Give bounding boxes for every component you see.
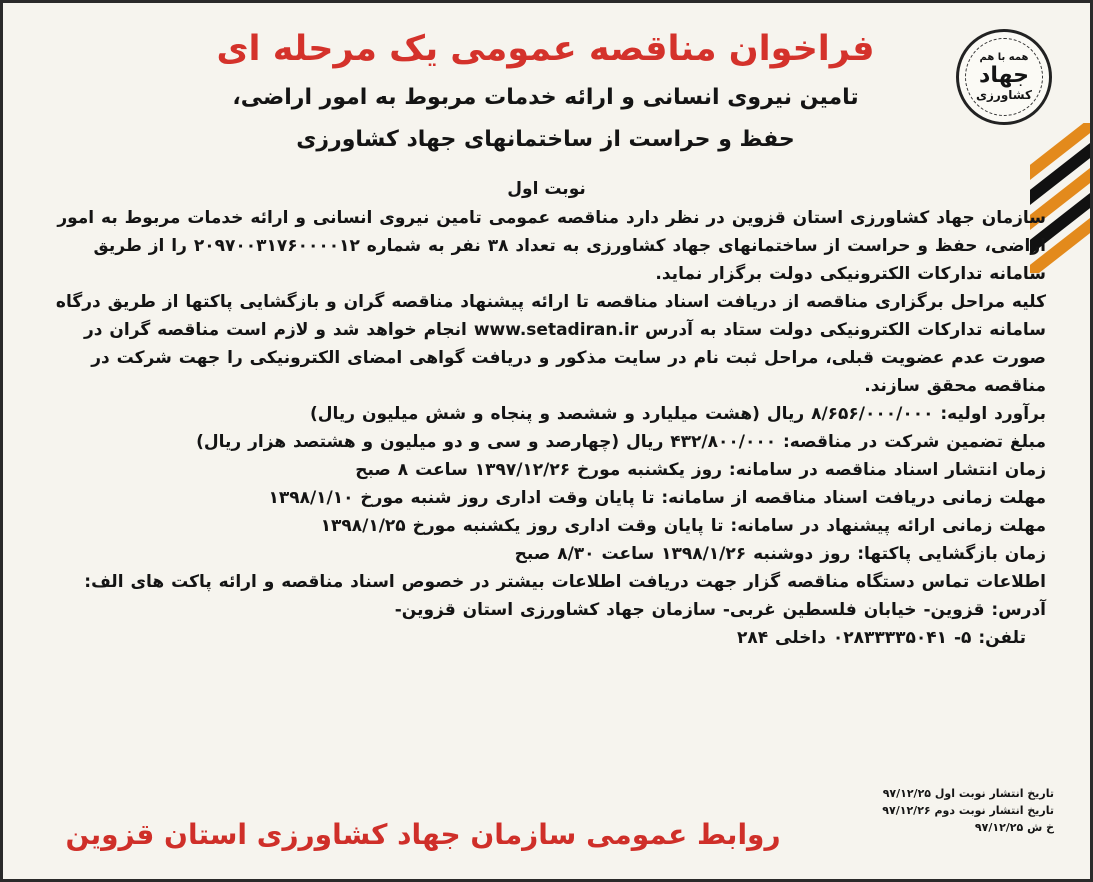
logo-top-text: همه با هم <box>979 52 1029 63</box>
logo-ring <box>965 38 1043 116</box>
jahad-logo <box>956 29 1052 125</box>
paragraph-1: سازمان جهاد کشاورزی استان قزوین در نظر دارد مناقصه عمومی تامین نیروی انسانی و ارائه خدمات مربوط به امور اراضی، حفظ و حراست از ساختمانهای جهاد کشاورزی به تعداد ۳۸ نفر به شماره ۲۰۹۷۰۰۳۱۷۶۰۰۰۰۱۲ را از طریق سامانه تدارکات الکترونیکی دولت برگزار نماید. <box>57 208 1046 284</box>
organization-footer: روابط عمومی سازمان جهاد کشاورزی استان قزوین <box>65 818 781 851</box>
estimate-line: برآورد اولیه: ۸/۶۵۶/۰۰۰/۰۰۰ ریال (هشت میلیارد و ششصد و پنجاه و شش میلیون ریال) <box>309 404 1046 424</box>
notice-code: خ ش ۹۷/۱۲/۲۵ <box>974 821 1054 834</box>
paragraph-2 <box>39 288 1046 400</box>
document-deadline-line: مهلت زمانی دریافت اسناد مناقصه از سامانه: تا پایان وقت اداری روز شنبه مورخ ۱۳۹۸/۱/۱۰ <box>268 488 1046 508</box>
subtitle-line-2: حفظ و حراست از ساختمانهای جهاد کشاورزی <box>296 127 795 152</box>
logo-sub-text: کشاورزی <box>976 88 1032 102</box>
website-link[interactable]: www.setadiran.ir <box>473 320 639 340</box>
notice-header <box>153 13 938 157</box>
subtitle-line-1: تامین نیروی انسانی و ارائه خدمات مربوط به امور اراضی، <box>232 85 859 110</box>
main-title: فراخوان مناقصه عمومی یک مرحله ای <box>216 29 875 69</box>
opening-time-line: زمان بازگشایی پاکتها: روز دوشنبه ۱۳۹۸/۱/۲۶ ساعت ۸/۳۰ صبح <box>514 544 1046 564</box>
publish-time-line: زمان انتشار اسناد مناقصه در سامانه: روز یکشنبه مورخ ۱۳۹۷/۱۲/۲۶ ساعت ۸ صبح <box>355 460 1046 480</box>
paragraph-2-prefix: کلیه مراحل برگزاری مناقصه از دریافت اسناد مناقصه تا ارائه پیشنهاد مناقصه گران و بازگشایی پاکتها از طریق درگاه سامانه تدارکات الکترونیکی دولت ستاد به آدرس <box>55 292 1046 340</box>
publish-dates <box>882 785 1054 836</box>
proposal-deadline-line: مهلت زمانی ارائه پیشنهاد در سامانه: تا پایان وقت اداری روز یکشنبه مورخ ۱۳۹۸/۱/۲۵ <box>320 516 1046 536</box>
publish-second-date: تاریخ انتشار نوبت دوم ۹۷/۱۲/۲۶ <box>882 804 1054 817</box>
round-label: نوبت اول <box>507 179 586 199</box>
guarantee-line: مبلغ تضمین شرکت در مناقصه: ۴۳۲/۸۰۰/۰۰۰ ریال (چهارصد و سی و دو میلیون و هشتصد هزار ریال) <box>196 432 1046 452</box>
contact-intro-line: اطلاعات تماس دستگاه مناقصه گزار جهت دریافت اطلاعات بیشتر در خصوص اسناد مناقصه و ارائه پاکت های الف: آدرس: قزوین- خیابان فلسطین غربی- سازمان جهاد کشاورزی استان قزوین- <box>84 572 1046 620</box>
phone-line: تلفن: ۵- ۰۲۸۳۳۳۳۵۰۴۱ داخلی ۲۸۴ <box>736 628 1026 648</box>
notice-body <box>39 204 1046 652</box>
logo-main-text: جهاد <box>979 63 1029 88</box>
publish-first-date: تاریخ انتشار نوبت اول ۹۷/۱۲/۲۵ <box>882 787 1054 800</box>
paragraph-2-suffix: انجام خواهد شد و لازم است مناقصه گران در صورت عدم عضویت قبلی، مراحل ثبت نام در سایت مذکور و دریافت گواهی امضای الکترونیکی را جهت شرکت در مناقصه محقق سازند. <box>83 320 1046 396</box>
